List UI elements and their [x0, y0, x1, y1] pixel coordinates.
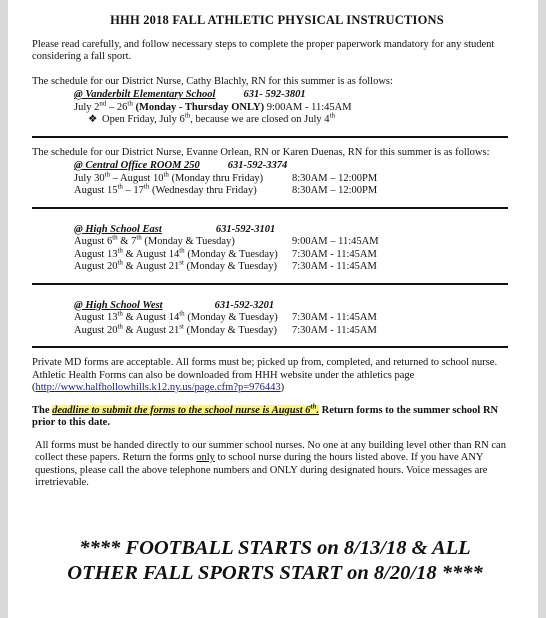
ordinal: th [179, 246, 185, 254]
note-text: Open Friday, July 6 [102, 114, 185, 125]
section4-location [74, 300, 522, 313]
hours: 7:30AM - 11:45AM [292, 312, 377, 323]
hours: 7:30AM - 11:45AM [292, 324, 377, 336]
deadline-highlight [52, 402, 319, 416]
days-note: (Monday & Tuesday) [183, 324, 277, 336]
hours: 8:30AM – 12:00PM [292, 172, 378, 184]
closing-text: to school nurse during the hours listed above. If you have ANY questions, please call the above telephone numbers and ONLY during designated hours. Voice messages are irretrievable. [35, 452, 488, 488]
deadline-period: . [316, 404, 319, 416]
ordinal: th [329, 111, 336, 120]
document-content [32, 14, 522, 490]
diamond-bullet-icon: ❖ [88, 114, 98, 125]
schedule-row [74, 246, 522, 262]
section2-location [74, 160, 522, 173]
date-end: & August 14 [122, 248, 180, 260]
section2-rows [32, 170, 522, 198]
days-note: (Monday & Tuesday) [183, 261, 277, 272]
ordinal: st [179, 322, 184, 330]
schedule-row [74, 322, 522, 338]
date-end: & August 21 [122, 261, 180, 272]
date-start: July 30 [74, 172, 105, 184]
ordinal: th [127, 99, 133, 107]
ordinal: th [117, 322, 123, 330]
ordinal: st [179, 258, 184, 267]
days-note: (Monday - Thursday ONLY) [132, 101, 265, 113]
deadline-lead: The [32, 404, 53, 416]
ordinal: th [136, 233, 142, 242]
closing-paragraph [35, 440, 522, 490]
schedule-row [74, 182, 522, 198]
section1-note [88, 111, 522, 127]
section2-phone: 631-592-3374 [227, 160, 288, 171]
date-start: July 2 [74, 101, 100, 113]
section1-intro: The schedule for our District Nurse, Cathy Blachly, RN for this summer is as follows: [32, 75, 393, 87]
section-divider [32, 207, 508, 209]
section4-rows [32, 309, 522, 337]
section1-schedule-row [74, 99, 522, 115]
ordinal: th [143, 182, 150, 191]
footer-announcement [30, 536, 520, 586]
hours: 9:00AM – 11:45AM [292, 236, 379, 247]
days-note: (Monday & Tuesday) [184, 312, 278, 323]
days-note: (Monday & Tuesday) [141, 236, 235, 247]
hours: 7:30AM - 11:45AM [292, 248, 377, 260]
ordinal: th [117, 246, 123, 254]
date-end: & 7 [117, 236, 137, 247]
hours: 7:30AM - 11:45AM [292, 261, 377, 272]
section1-phone: 631- 592-3801 [243, 89, 306, 100]
date-start: August 13 [74, 312, 118, 323]
note-text: , because we are closed on July 4 [190, 114, 330, 125]
ordinal: th [117, 182, 123, 191]
schedule-row [74, 170, 522, 186]
ordinal: th [163, 170, 169, 178]
deadline-text: deadline to submit the forms to the school nurse is August 6 [52, 404, 311, 416]
footer-line-1: **** FOOTBALL STARTS on 8/13/18 & ALL [79, 537, 471, 559]
schedule-row [74, 233, 522, 249]
ordinal: th [184, 111, 191, 120]
schedule-row [74, 309, 522, 325]
section3-location-name: @ High School East [74, 223, 162, 235]
deadline-rest: Return forms to the summer school RN prior to this date. [32, 404, 499, 428]
date-start: August 20 [74, 261, 118, 272]
hours: 8:30AM – 12:00PM [292, 185, 378, 196]
ordinal: th [117, 258, 123, 267]
forms-paragraph [32, 357, 522, 395]
section3-phone: 631-592-3101 [215, 223, 276, 235]
right-frame-border [538, 0, 546, 618]
footer-line-2: OTHER FALL SPORTS START on 8/20/18 **** [67, 562, 483, 584]
deadline-paragraph [32, 402, 522, 430]
ordinal: nd [99, 99, 107, 107]
forms-text-close: ) [280, 382, 285, 393]
date-start: August 6 [74, 236, 113, 247]
date-end: – 17 [122, 185, 144, 196]
ordinal: th [310, 402, 317, 410]
closing-text: All forms must be handed directly to our summer school nurses. No one at any building level other than RN can collect these papers. Return the forms [35, 439, 506, 463]
date-end: & August 14 [122, 312, 180, 323]
forms-text: Private MD forms are acceptable. All forms must be; picked up from, completed, and returned to school nurse. Athletic Health Forms can also be downloaded from HHH website under the athletics page ( [32, 357, 498, 393]
closing-only-emphasis: only [196, 452, 215, 463]
section-divider [32, 346, 508, 348]
section-divider [32, 283, 508, 285]
date-end: & August 21 [122, 324, 180, 336]
intro-paragraph: Please read carefully, and follow necessary steps to complete the proper paperwork mandatory for any student considering a fall sport. [32, 38, 495, 62]
section4-location-name: @ High School West [74, 299, 163, 311]
section4-phone: 631-592-3201 [214, 299, 275, 311]
section1-location-name: @ Vanderbilt Elementary School [74, 89, 216, 100]
date-start: August 15 [74, 185, 118, 196]
days-note: (Monday thru Friday) [168, 172, 264, 184]
section-divider [32, 136, 508, 138]
date-end: – 26 [106, 101, 128, 113]
section2-location-name: @ Central Office ROOM 250 [74, 160, 200, 171]
date-start: August 13 [74, 248, 118, 260]
section1-location [74, 89, 522, 102]
ordinal: th [117, 309, 123, 318]
left-frame-border [0, 0, 8, 618]
athletics-page-link[interactable]: http://www.halfhollowhills.k12.ny.us/page.cfm?p=976443 [35, 382, 281, 393]
date-end: – August 10 [110, 172, 164, 184]
document-title: HHH 2018 FALL ATHLETIC PHYSICAL INSTRUCTIONS [110, 13, 444, 27]
ordinal: th [112, 233, 118, 242]
days-note: (Wednesday thru Friday) [149, 185, 257, 196]
hours: 9:00AM - 11:45AM [264, 101, 352, 113]
section2-intro: The schedule for our District Nurse, Evanne Orlean, RN or Karen Duenas, RN for this summer is as follows: [32, 146, 490, 158]
schedule-row [74, 258, 522, 274]
days-note: (Monday & Tuesday) [184, 248, 278, 260]
ordinal: th [179, 309, 185, 318]
date-start: August 20 [74, 324, 118, 336]
section3-rows [32, 233, 522, 274]
ordinal: th [104, 170, 111, 178]
